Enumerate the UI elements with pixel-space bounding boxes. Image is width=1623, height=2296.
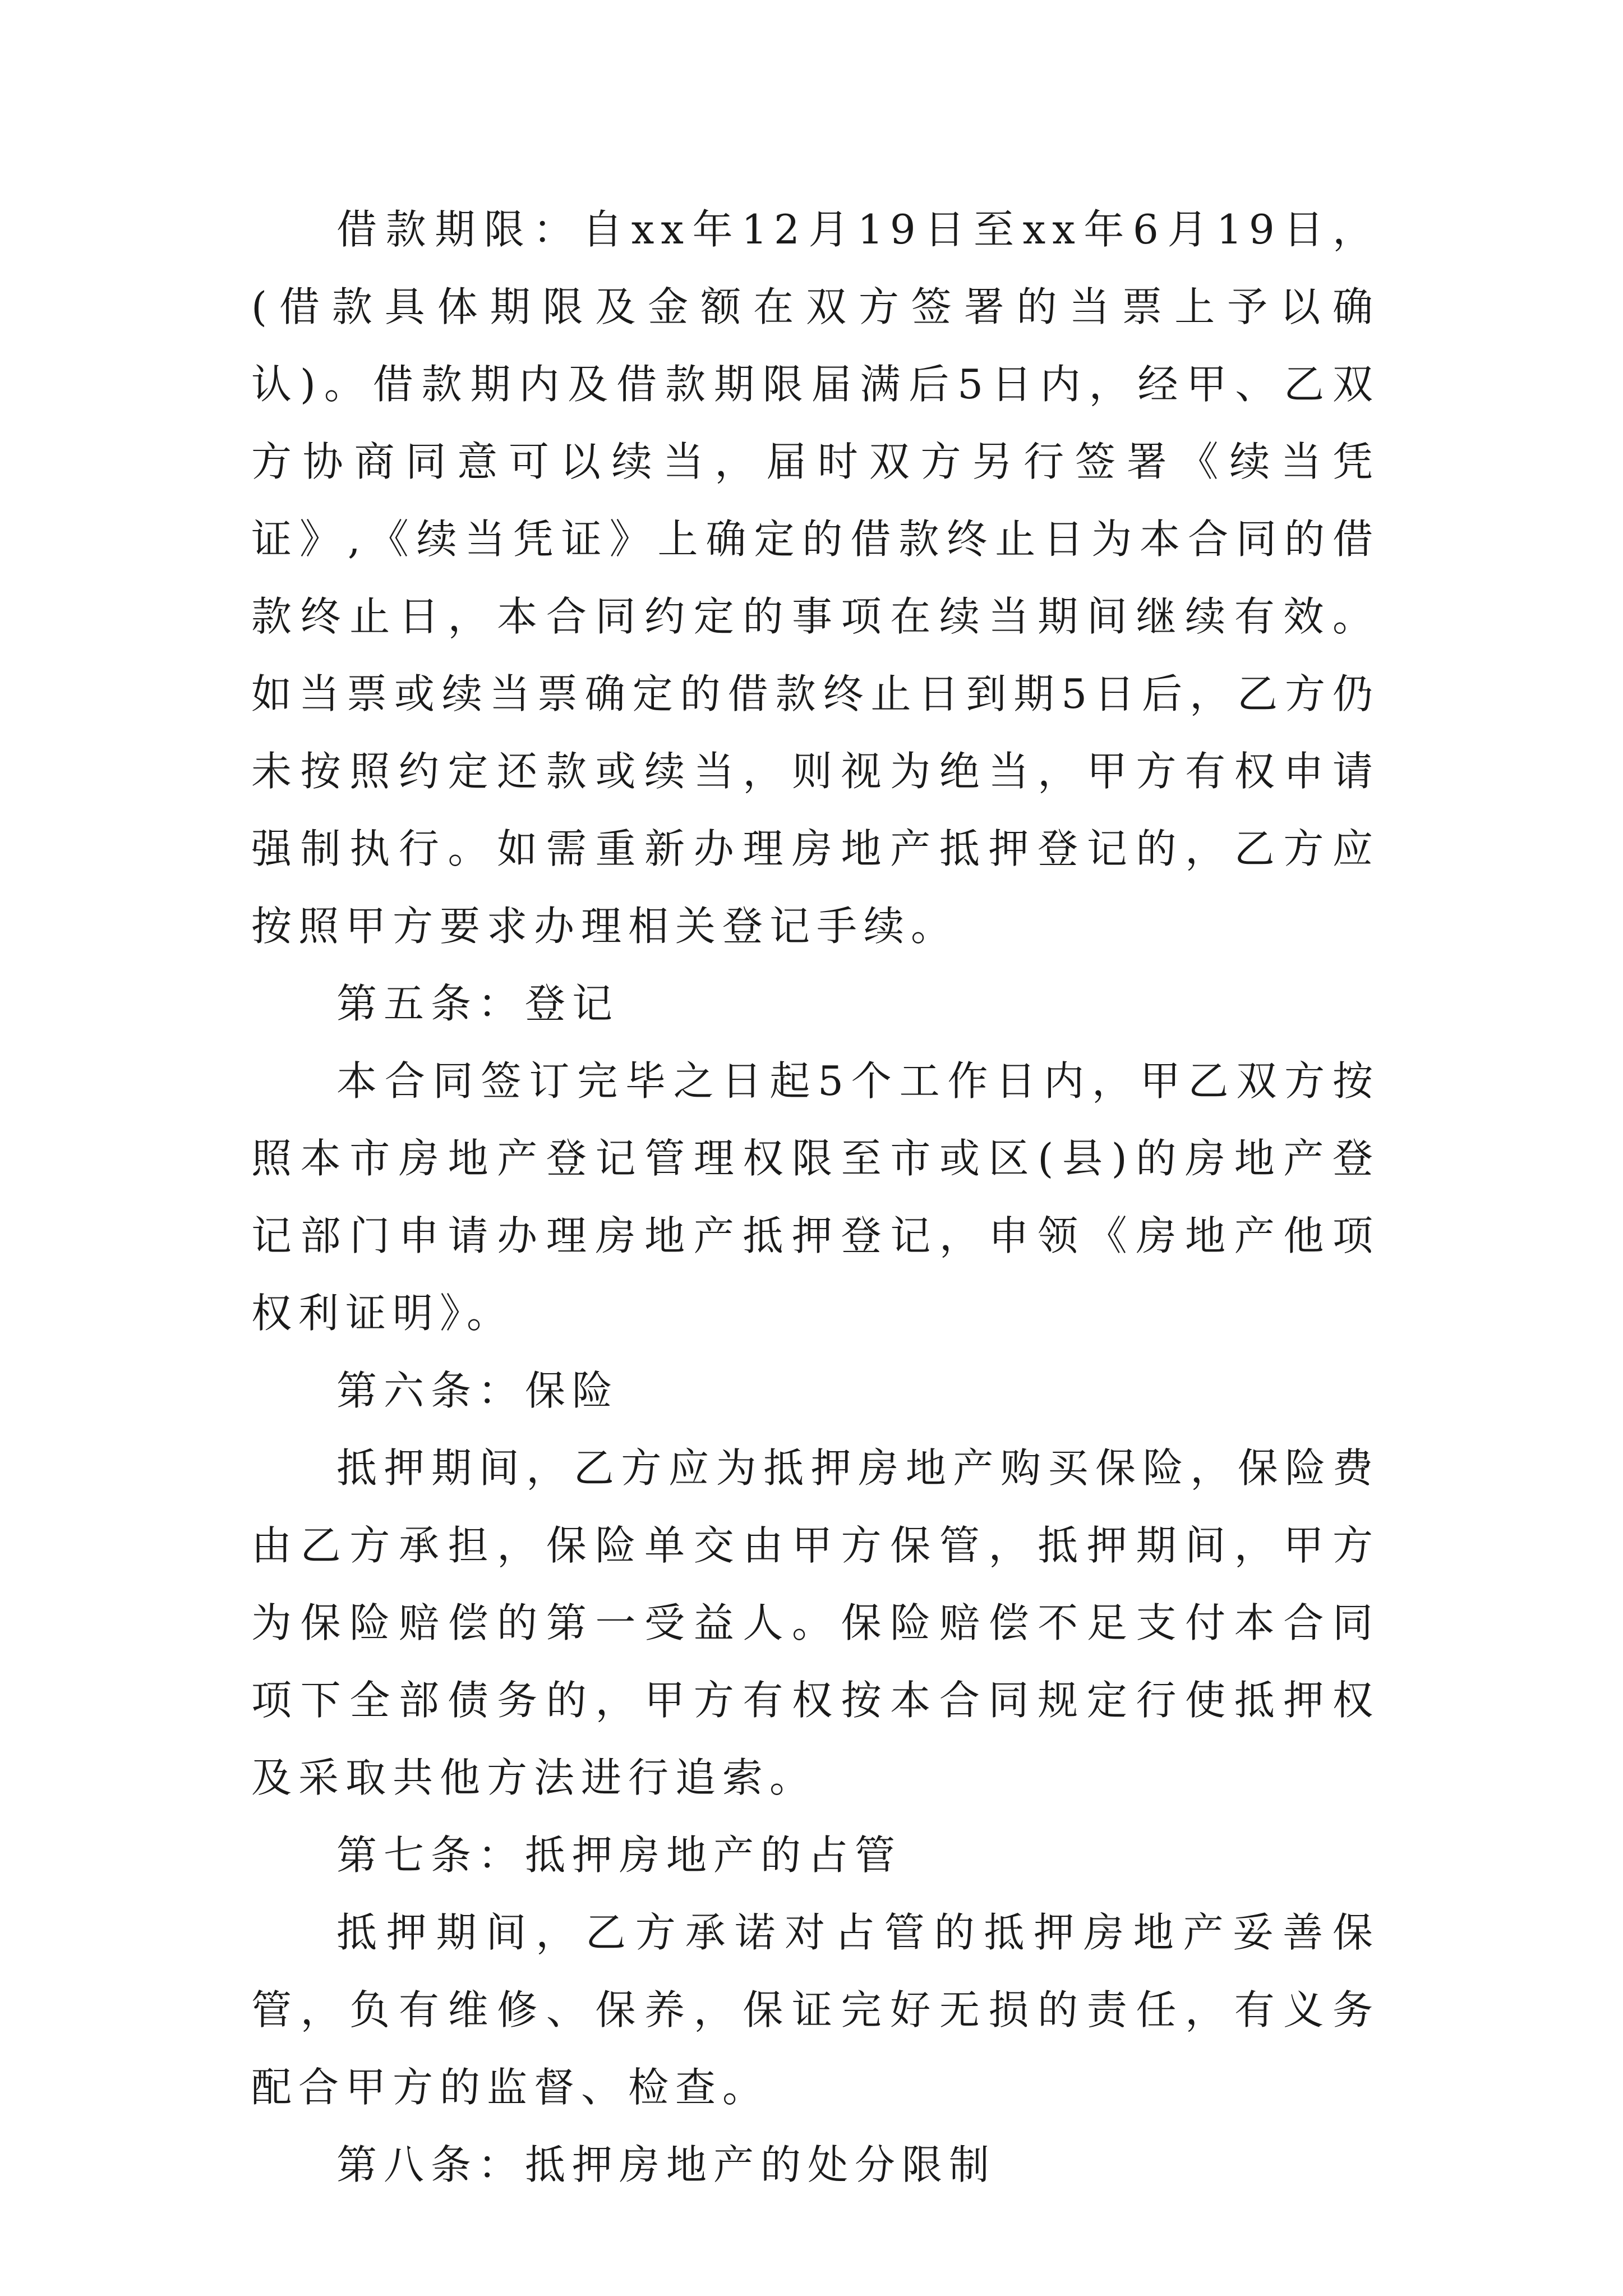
heading-article-6-insurance: 第六条：保险 <box>336 1367 620 1414</box>
paragraph-occupancy: 抵押期间，乙方承诺对占管的抵押房地产妥善保管，负有维修、保养，保证完好无损的责任，有义务配合甲方的监督、检查。 <box>251 1909 1380 2111</box>
heading-article-5-registration: 第五条：登记 <box>336 980 620 1027</box>
paragraph-loan-term: 借款期限：自xx年12月19日至xx年6月19日，(借款具体期限及金额在双方签署的当票上予以确认)。借款期内及借款期限届满后5日内，经甲、乙双方协商同意可以续当，届时双方另行签署《续当凭证》,《续当凭证》上确定的借款终止日为本合同的借款终止日，本合同约定的事项在续当期间继续有效。如当票或续当票确定的借款终止日到期5日后，乙方仍未按照约定还款或续当，则视为绝当，甲方有权申请强制执行。如需重新办理房地产抵押登记的，乙方应按照甲方要求办理相关登记手续。 <box>251 206 1380 950</box>
paragraph-insurance: 抵押期间，乙方应为抵押房地产购买保险，保险费由乙方承担，保险单交由甲方保管，抵押期间，甲方为保险赔偿的第一受益人。保险赔偿不足支付本合同项下全部债务的，甲方有权按本合同规定行使抵押权及采取共他方法进行追索。 <box>251 1444 1380 1801</box>
heading-article-7-occupancy: 第七条：抵押房地产的占管 <box>336 1832 902 1879</box>
document-body <box>251 191 1380 2203</box>
heading-article-8-disposal-restriction: 第八条：抵押房地产的处分限制 <box>336 2141 997 2188</box>
paragraph-registration: 本合同签订完毕之日起5个工作日内，甲乙双方按照本市房地产登记管理权限至市或区(县)的房地产登记部门申请办理房地产抵押登记，申领《房地产他项权利证明》。 <box>251 1057 1380 1337</box>
